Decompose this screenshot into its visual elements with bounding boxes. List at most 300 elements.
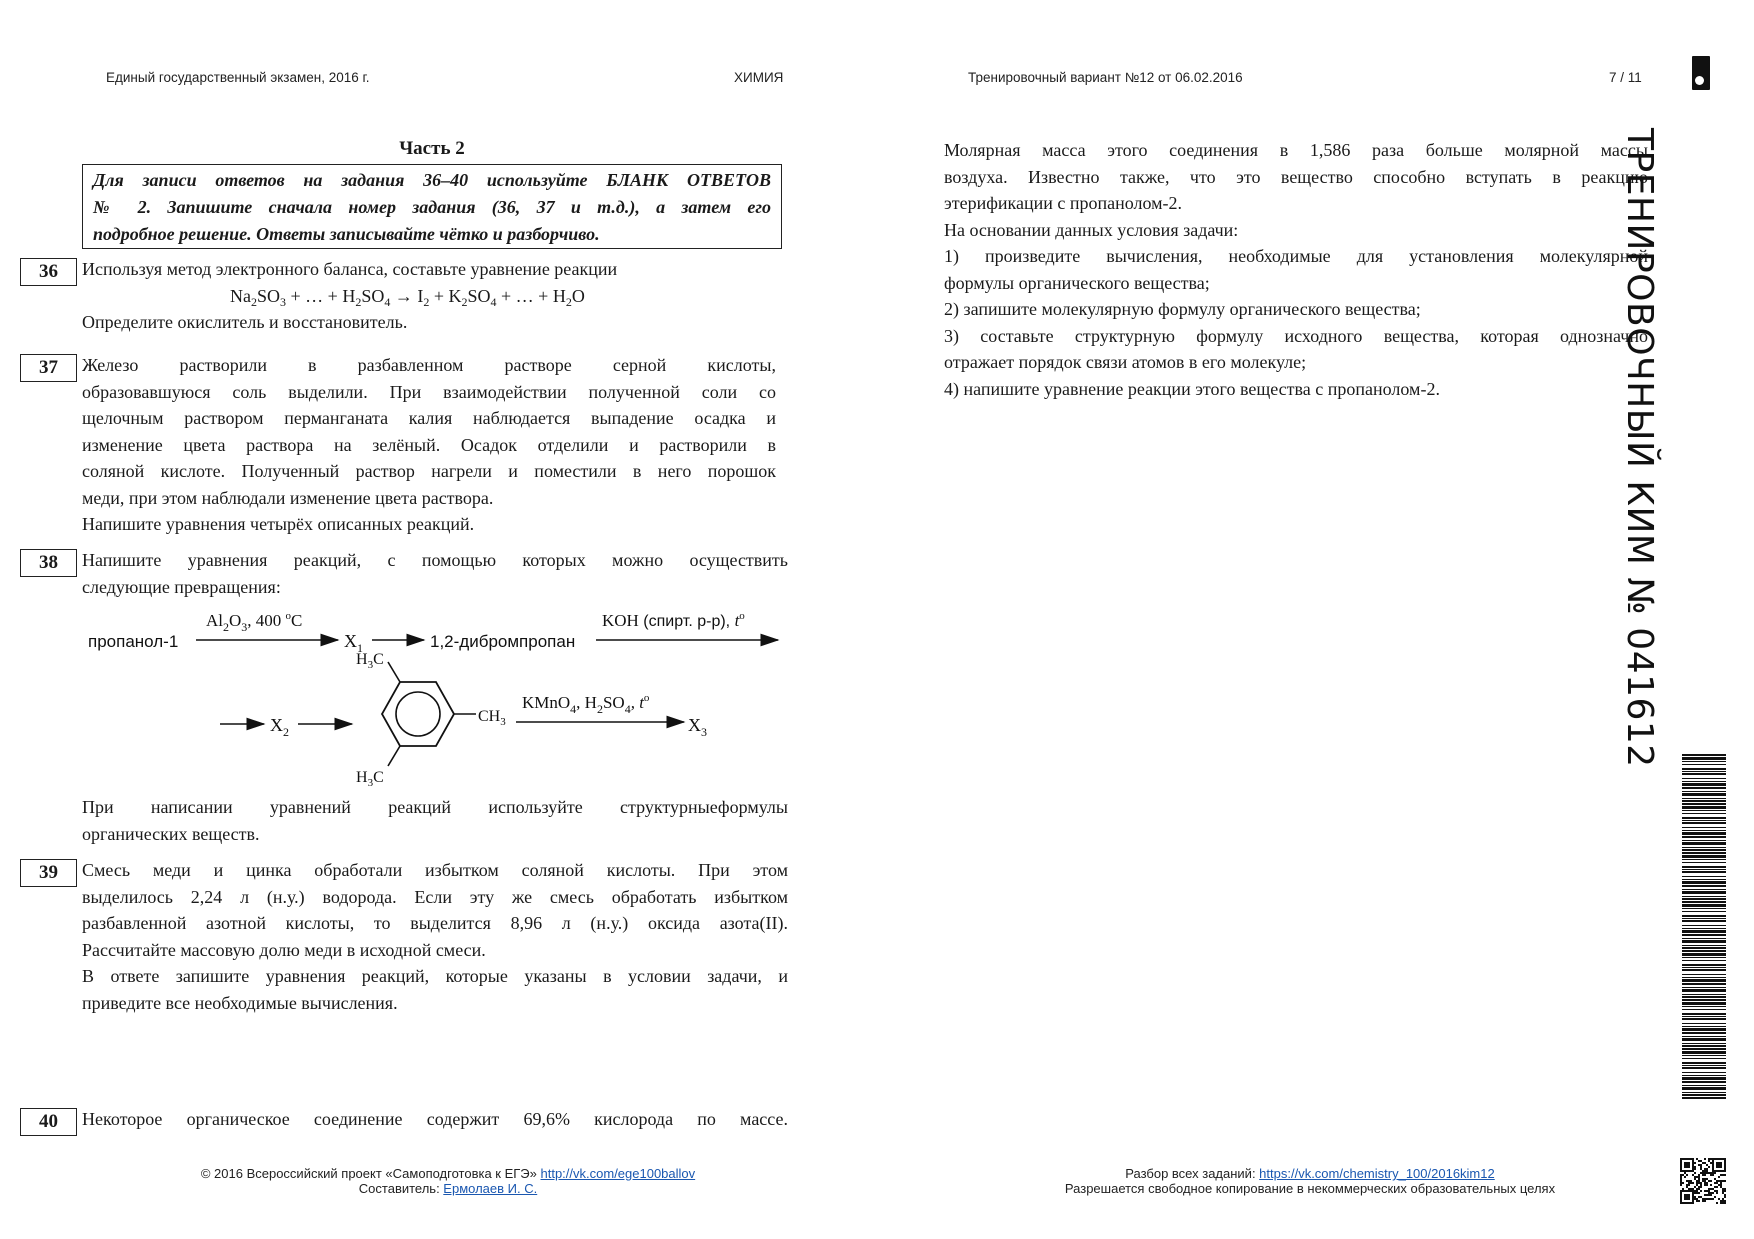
question-37-line: меди, при этом наблюдали изменение цвета раствора.	[82, 487, 494, 508]
barcode-bar	[1682, 915, 1726, 917]
footer-author-link[interactable]: Ермолаев И. С.	[443, 1181, 538, 1196]
barcode-bar	[1682, 1067, 1726, 1069]
barcode-bar	[1682, 1045, 1726, 1047]
qr-module	[1712, 1170, 1714, 1172]
barcode-bar	[1682, 1002, 1726, 1005]
barcode-bar	[1682, 1087, 1726, 1090]
qr-module	[1706, 1170, 1708, 1172]
qr-module	[1724, 1166, 1726, 1168]
barcode-bar	[1682, 979, 1726, 982]
barcode-bar	[1682, 1043, 1726, 1044]
qr-module	[1698, 1160, 1700, 1162]
barcode-bar	[1682, 879, 1726, 880]
qr-module	[1718, 1164, 1720, 1166]
qr-module	[1702, 1178, 1704, 1180]
question-39	[82, 857, 788, 1016]
qr-module	[1694, 1162, 1696, 1164]
qr-module	[1688, 1194, 1690, 1196]
barcode-bar	[1682, 1075, 1726, 1076]
qr-module	[1720, 1166, 1722, 1168]
qr-module	[1698, 1200, 1700, 1202]
barcode-bar	[1682, 999, 1726, 1001]
barcode-bar	[1682, 1097, 1726, 1099]
question-36-equation: $Na_2SO_3$ + … + $H_2SO_4 \to I_2 + K_2SO_4$ + … + $H_2O$	[230, 285, 585, 309]
qr-module	[1714, 1182, 1716, 1184]
qr-module	[1724, 1162, 1726, 1164]
qr-module	[1694, 1176, 1696, 1178]
barcode-bar	[1682, 983, 1726, 985]
qr-module	[1688, 1196, 1690, 1198]
qr-module	[1692, 1170, 1694, 1172]
aromatic-circle	[396, 692, 440, 736]
qr-module	[1698, 1174, 1700, 1176]
qr-module	[1682, 1202, 1684, 1204]
barcode-bar	[1682, 1055, 1726, 1056]
question-number-36: 36	[20, 258, 77, 286]
qr-module	[1690, 1190, 1692, 1192]
qr-module	[1696, 1176, 1698, 1178]
qr-module	[1714, 1190, 1716, 1192]
barcode-bar	[1682, 901, 1726, 903]
qr-module	[1704, 1162, 1706, 1164]
qr-module	[1694, 1196, 1696, 1198]
qr-module	[1708, 1192, 1710, 1194]
question-number-39: 39	[20, 859, 77, 887]
barcode-bar	[1682, 817, 1726, 819]
qr-module	[1684, 1194, 1686, 1196]
qr-module	[1708, 1188, 1710, 1190]
barcode-bar	[1682, 778, 1726, 779]
mesitylene-structure	[356, 651, 506, 789]
qr-module	[1696, 1158, 1698, 1160]
question-40-line: 3) составьте структурную формулу исходного вещества, которая однозначно	[944, 325, 1648, 346]
qr-module	[1712, 1164, 1714, 1166]
reaction-scheme	[82, 600, 802, 790]
instruction-line: № 2. Запишите сначала номер задания (36, 37 и т.д.), а затем его	[93, 197, 771, 217]
qr-module	[1720, 1186, 1722, 1188]
question-40-continuation	[944, 137, 1648, 402]
header-exam-title: Единый государственный экзамен, 2016 г.	[106, 70, 370, 85]
qr-module	[1696, 1192, 1698, 1194]
qr-module	[1710, 1188, 1712, 1190]
qr-module	[1684, 1164, 1686, 1166]
qr-module	[1682, 1188, 1684, 1190]
qr-module	[1686, 1170, 1688, 1172]
qr-module	[1722, 1158, 1724, 1160]
barcode-bar	[1682, 896, 1726, 897]
question-40-line: 1) произведите вычисления, необходимые для установления молекулярной	[944, 246, 1648, 266]
qr-module	[1704, 1184, 1706, 1186]
barcode-bar	[1682, 855, 1726, 858]
qr-module	[1714, 1178, 1716, 1180]
qr-module	[1688, 1170, 1690, 1172]
qr-module	[1692, 1168, 1694, 1170]
qr-module	[1706, 1184, 1708, 1186]
qr-module	[1696, 1180, 1698, 1182]
barcode-bar	[1682, 940, 1726, 943]
qr-module	[1716, 1192, 1718, 1194]
qr-module	[1688, 1158, 1690, 1160]
barcode-bar	[1682, 994, 1726, 995]
qr-module	[1690, 1202, 1692, 1204]
qr-module	[1694, 1186, 1696, 1188]
qr-module	[1712, 1168, 1714, 1170]
barcode-bar	[1682, 827, 1726, 828]
qr-module	[1712, 1162, 1714, 1164]
qr-module	[1704, 1190, 1706, 1192]
question-39-line: Смесь меди и цинка обработали избытком соляной кислоты. При этом	[82, 860, 788, 880]
barcode-bar	[1682, 847, 1726, 848]
qr-module	[1708, 1158, 1710, 1160]
qr-module	[1724, 1190, 1726, 1192]
qr-module	[1708, 1190, 1710, 1192]
qr-module	[1684, 1176, 1686, 1178]
qr-module	[1694, 1172, 1696, 1174]
qr-module	[1688, 1188, 1690, 1190]
barcode-bar	[1682, 930, 1726, 933]
barcode-bar	[1682, 859, 1726, 860]
qr-module	[1708, 1160, 1710, 1162]
barcode-bar	[1682, 918, 1726, 919]
qr-module	[1724, 1196, 1726, 1198]
qr-module	[1698, 1192, 1700, 1194]
barcode-bar	[1682, 813, 1726, 814]
qr-module	[1718, 1162, 1720, 1164]
barcode-bar	[1682, 783, 1726, 786]
qr-module	[1688, 1202, 1690, 1204]
qr-module	[1682, 1158, 1684, 1160]
barcode-bar	[1682, 945, 1726, 946]
qr-module	[1680, 1178, 1682, 1180]
barcode-bar	[1682, 1081, 1726, 1083]
qr-module	[1700, 1182, 1702, 1184]
barcode-bar	[1682, 1016, 1726, 1017]
qr-module	[1690, 1170, 1692, 1172]
qr-module	[1700, 1160, 1702, 1162]
methyl-right: $CH_3$	[478, 708, 506, 728]
qr-module	[1690, 1182, 1692, 1184]
question-39-line: разбавленной азотной кислоты, то выделится 8,96 л (н.у.) оксида азота(II).	[82, 913, 788, 933]
qr-module	[1694, 1166, 1696, 1168]
qr-module	[1680, 1162, 1682, 1164]
barcode-bar	[1682, 967, 1726, 968]
barcode-bar	[1682, 1094, 1726, 1096]
question-40-start	[82, 1106, 788, 1133]
qr-module	[1684, 1196, 1686, 1198]
barcode-bar	[1682, 1077, 1726, 1080]
barcode-bar	[1682, 957, 1726, 958]
qr-module	[1688, 1166, 1690, 1168]
qr-module	[1680, 1176, 1682, 1178]
qr-module	[1704, 1158, 1706, 1160]
question-40-line: этерификации с пропанолом-2.	[944, 193, 1183, 213]
barcode-bar	[1682, 1026, 1726, 1027]
qr-module	[1690, 1180, 1692, 1182]
qr-module	[1684, 1190, 1686, 1192]
qr-code-image	[1680, 1158, 1726, 1204]
barcode-bar	[1682, 764, 1726, 765]
barcode-bar	[1682, 881, 1726, 884]
qr-module	[1688, 1190, 1690, 1192]
footer-analysis-link[interactable]: https://vk.com/chemistry_100/2016kim12	[1259, 1166, 1495, 1181]
qr-module	[1704, 1168, 1706, 1170]
barcode-bar	[1682, 1058, 1726, 1059]
header-page-number: 7 / 11	[1609, 70, 1642, 85]
barcode-bar	[1682, 953, 1726, 956]
question-38-note-line: При написании уравнений реакций используйте структурныеформулы	[82, 797, 788, 817]
qr-module	[1686, 1202, 1688, 1204]
qr-module	[1706, 1198, 1708, 1200]
qr-module	[1680, 1160, 1682, 1162]
qr-module	[1696, 1188, 1698, 1190]
qr-module	[1682, 1190, 1684, 1192]
qr-module	[1710, 1194, 1712, 1196]
qr-module	[1700, 1168, 1702, 1170]
header-variant: Тренировочный вариант №12 от 06.02.2016	[968, 70, 1243, 85]
qr-module	[1708, 1198, 1710, 1200]
question-40-line: Молярная масса этого соединения в 1,586 раза больше молярной массы	[944, 140, 1648, 160]
qr-module	[1702, 1174, 1704, 1176]
qr-module	[1716, 1186, 1718, 1188]
qr-module	[1686, 1198, 1688, 1200]
qr-module	[1708, 1194, 1710, 1196]
intermediate-x2: $X_2$	[270, 715, 289, 739]
qr-module	[1686, 1164, 1688, 1166]
qr-module	[1704, 1172, 1706, 1174]
qr-module	[1692, 1166, 1694, 1168]
qr-module	[1686, 1174, 1688, 1176]
qr-module	[1680, 1194, 1682, 1196]
qr-module	[1700, 1190, 1702, 1192]
barcode-bar	[1682, 754, 1726, 756]
qr-module	[1718, 1180, 1720, 1182]
question-36-task: Определите окислитель и восстановитель.	[82, 312, 408, 332]
qr-module	[1716, 1170, 1718, 1172]
qr-module	[1700, 1166, 1702, 1168]
footer-project-link[interactable]: http://vk.com/ege100ballov	[540, 1166, 696, 1181]
qr-module	[1722, 1188, 1724, 1190]
qr-module	[1684, 1166, 1686, 1168]
qr-module	[1684, 1198, 1686, 1200]
qr-module	[1716, 1190, 1718, 1192]
qr-module	[1706, 1164, 1708, 1166]
qr-module	[1694, 1178, 1696, 1180]
question-number-37: 37	[20, 354, 77, 382]
question-40-line: На основании данных условия задачи:	[944, 219, 1239, 240]
qr-module	[1720, 1184, 1722, 1186]
barcode-bar	[1682, 977, 1726, 978]
barcode-bar	[1682, 925, 1726, 926]
question-37	[82, 352, 776, 538]
corner-marker-dot	[1695, 76, 1704, 85]
qr-module	[1718, 1170, 1720, 1172]
qr-module	[1692, 1164, 1694, 1166]
qr-module	[1710, 1158, 1712, 1160]
qr-module	[1710, 1180, 1712, 1182]
qr-module	[1718, 1184, 1720, 1186]
qr-module	[1682, 1174, 1684, 1176]
barcode-bar	[1682, 832, 1726, 835]
qr-module	[1712, 1172, 1714, 1174]
qr-module	[1688, 1184, 1690, 1186]
qr-module	[1688, 1182, 1690, 1184]
barcode-bar	[1682, 849, 1726, 851]
barcode-bar	[1682, 1051, 1726, 1054]
qr-module	[1680, 1158, 1682, 1160]
barcode-bar	[1682, 771, 1726, 772]
qr-module	[1716, 1180, 1718, 1182]
instruction-line: Для записи ответов на задания 36–40 используйте БЛАНК ОТВЕТОВ	[93, 170, 771, 190]
qr-module	[1706, 1190, 1708, 1192]
qr-module	[1680, 1196, 1682, 1198]
barcode-bar	[1682, 904, 1726, 907]
qr-module	[1692, 1200, 1694, 1202]
qr-module	[1686, 1190, 1688, 1192]
barcode-bar	[1682, 898, 1726, 900]
question-39-line: выделилось 2,24 л (н.у.) водорода. Если эту же смесь обработать избытком	[82, 886, 788, 907]
qr-module	[1716, 1182, 1718, 1184]
qr-module	[1696, 1182, 1698, 1184]
question-38-note-line: органических веществ.	[82, 823, 260, 844]
barcode-bar	[1682, 920, 1726, 922]
barcode-bar	[1682, 1006, 1726, 1007]
qr-module	[1694, 1198, 1696, 1200]
qr-module	[1686, 1184, 1688, 1186]
qr-module	[1704, 1198, 1706, 1200]
qr-module	[1716, 1164, 1718, 1166]
barcode-bar	[1682, 911, 1726, 912]
qr-module	[1686, 1180, 1688, 1182]
barcode-image	[1682, 754, 1726, 1100]
header-subject: ХИМИЯ	[734, 70, 784, 85]
barcode-bar	[1682, 871, 1726, 873]
qr-module	[1702, 1172, 1704, 1174]
qr-module	[1690, 1158, 1692, 1160]
qr-module	[1722, 1174, 1724, 1176]
qr-module	[1698, 1178, 1700, 1180]
qr-module	[1722, 1202, 1724, 1204]
qr-module	[1700, 1164, 1702, 1166]
footer-license: Разрешается свободное копирование в некоммерческих образовательных целях	[1064, 1181, 1556, 1196]
barcode-bar	[1682, 1009, 1726, 1010]
qr-module	[1686, 1166, 1688, 1168]
qr-module	[1714, 1158, 1716, 1160]
qr-module	[1722, 1170, 1724, 1172]
qr-module	[1708, 1166, 1710, 1168]
qr-module	[1680, 1184, 1682, 1186]
barcode-bar	[1682, 781, 1726, 782]
instruction-line: подробное решение. Ответы записывайте чётко и разборчиво.	[93, 224, 600, 244]
qr-module	[1720, 1158, 1722, 1160]
qr-module	[1712, 1188, 1714, 1190]
qr-module	[1720, 1164, 1722, 1166]
qr-module	[1722, 1198, 1724, 1200]
instructions-box	[82, 164, 782, 249]
qr-module	[1686, 1186, 1688, 1188]
barcode-bar	[1682, 969, 1726, 971]
qr-module	[1694, 1190, 1696, 1192]
qr-module	[1698, 1182, 1700, 1184]
qr-module	[1704, 1174, 1706, 1176]
qr-module	[1712, 1158, 1714, 1160]
side-kim-title: ТРЕНИРОВОЧНЫЙ КИМ № 041612	[1619, 128, 1660, 768]
qr-module	[1692, 1196, 1694, 1198]
qr-module	[1702, 1170, 1704, 1172]
qr-module	[1696, 1198, 1698, 1200]
barcode-bar	[1682, 840, 1726, 841]
question-number-38: 38	[20, 549, 77, 577]
qr-module	[1692, 1190, 1694, 1192]
qr-module	[1692, 1174, 1694, 1176]
barcode-bar	[1682, 996, 1726, 998]
footer-left	[168, 1166, 728, 1196]
qr-module	[1694, 1192, 1696, 1194]
qr-module	[1704, 1178, 1706, 1180]
question-39-line: В ответе запишите уравнения реакций, которые указаны в условии задачи, и	[82, 966, 788, 986]
qr-module	[1686, 1162, 1688, 1164]
qr-module	[1700, 1196, 1702, 1198]
qr-module	[1712, 1160, 1714, 1162]
qr-module	[1698, 1164, 1700, 1166]
methyl-top: $H_3C$	[356, 651, 384, 671]
qr-module	[1684, 1158, 1686, 1160]
qr-module	[1680, 1200, 1682, 1202]
qr-module	[1712, 1174, 1714, 1176]
qr-module	[1720, 1202, 1722, 1204]
question-40-line: 2) запишите молекулярную формулу органического вещества;	[944, 299, 1421, 319]
qr-module	[1724, 1170, 1726, 1172]
qr-module	[1692, 1188, 1694, 1190]
qr-module	[1680, 1180, 1682, 1182]
qr-module	[1716, 1158, 1718, 1160]
question-37-line: изменение цвета раствора на зелёный. Осадок отделили и растворили в	[82, 434, 776, 455]
question-36-text: Используя метод электронного баланса, составьте уравнение реакции	[82, 259, 618, 279]
question-40-line: воздуха. Известно также, что это вещество способно вступать в реакцию	[944, 166, 1648, 187]
barcode-bar	[1682, 806, 1726, 809]
qr-module	[1724, 1160, 1726, 1162]
barcode-bar	[1682, 1085, 1726, 1086]
qr-module	[1682, 1170, 1684, 1172]
barcode-bar	[1682, 974, 1726, 975]
qr-module	[1720, 1170, 1722, 1172]
footer-project: © 2016 Всероссийский проект «Самоподготовка к ЕГЭ» http://vk.com/ege100ballov	[200, 1166, 696, 1181]
qr-module	[1702, 1162, 1704, 1164]
barcode-bar	[1682, 866, 1726, 868]
qr-module	[1694, 1168, 1696, 1170]
qr-module	[1696, 1200, 1698, 1202]
barcode-bar	[1682, 842, 1726, 845]
qr-module	[1722, 1192, 1724, 1194]
qr-module	[1708, 1180, 1710, 1182]
barcode-bar	[1682, 885, 1726, 887]
qr-module	[1724, 1168, 1726, 1170]
barcode-bar	[1682, 793, 1726, 796]
question-37-task: Напишите уравнения четырёх описанных реакций.	[82, 514, 475, 534]
qr-module	[1692, 1192, 1694, 1194]
qr-module	[1724, 1188, 1726, 1190]
qr-module	[1704, 1194, 1706, 1196]
qr-module	[1702, 1200, 1704, 1202]
qr-module	[1698, 1186, 1700, 1188]
barcode-bar	[1682, 960, 1726, 961]
methyl-bottom: $H_3C$	[356, 769, 384, 789]
qr-module	[1692, 1160, 1694, 1162]
condition-1: $Al_2O_3$, 400 $^o$C	[206, 610, 303, 634]
footer-right	[1030, 1166, 1590, 1196]
footer-analysis: Разбор всех заданий: https://vk.com/chemistry_100/2016kim12	[1125, 1166, 1495, 1181]
qr-module	[1706, 1182, 1708, 1184]
question-40-line: 4) напишите уравнение реакции этого вещества с пропанолом-2.	[944, 378, 1440, 399]
